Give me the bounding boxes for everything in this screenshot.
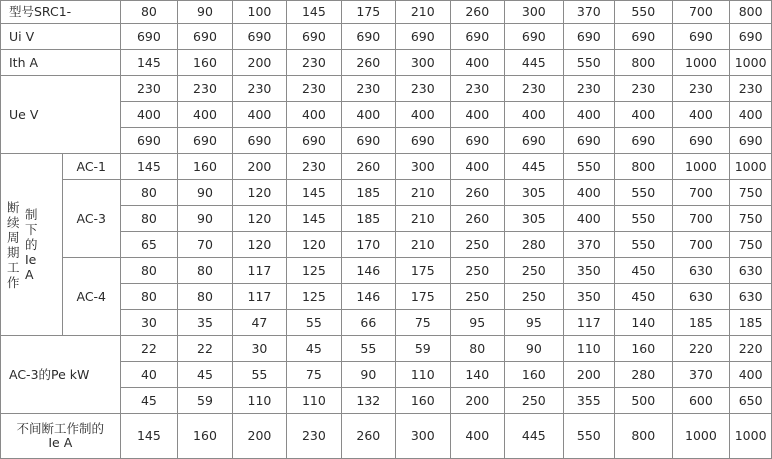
cell: 117 [563, 310, 614, 336]
cell: 355 [563, 388, 614, 414]
cell: 700 [672, 206, 730, 232]
cell: 260 [450, 206, 504, 232]
cell: 230 [287, 154, 341, 180]
cell: 210 [396, 206, 450, 232]
cell: 250 [504, 258, 563, 284]
cell: 110 [563, 336, 614, 362]
cell: 90 [504, 336, 563, 362]
cell: 260 [341, 414, 395, 459]
pe-label: AC-3的Pe kW [1, 336, 121, 414]
cell: 230 [178, 76, 232, 102]
ue-label: Ue V [1, 76, 121, 154]
cell: 1000 [730, 414, 772, 459]
cell: 400 [450, 102, 504, 128]
cell: 450 [614, 284, 672, 310]
cell: 690 [730, 128, 772, 154]
cell: 230 [232, 76, 286, 102]
cell: 800 [614, 154, 672, 180]
cell: 35 [178, 310, 232, 336]
cell: 230 [341, 76, 395, 102]
cell: 59 [178, 388, 232, 414]
cell: 300 [396, 50, 450, 76]
cell: 70 [178, 232, 232, 258]
cell: 400 [450, 414, 504, 459]
cell: 80 [120, 180, 178, 206]
cell: 170 [341, 232, 395, 258]
cell: 230 [450, 76, 504, 102]
continuous-cn-label: 不间断工作制的 [16, 421, 105, 436]
cell: 690 [396, 24, 450, 50]
ac4-label: AC-4 [62, 258, 120, 336]
ac3-label: AC-3 [62, 180, 120, 258]
cell: 750 [730, 232, 772, 258]
cell: 400 [563, 206, 614, 232]
cell: 690 [504, 24, 563, 50]
cell: 445 [504, 414, 563, 459]
cell: 230 [287, 414, 341, 459]
cell: 690 [614, 24, 672, 50]
cell: 370 [563, 1, 614, 24]
cell: 55 [232, 362, 286, 388]
cell: 370 [672, 362, 730, 388]
cell: 220 [672, 336, 730, 362]
cell: 90 [178, 1, 232, 24]
cell: 700 [672, 232, 730, 258]
cell: 66 [341, 310, 395, 336]
cell: 250 [450, 232, 504, 258]
cell: 630 [672, 284, 730, 310]
cell: 75 [396, 310, 450, 336]
cell: 800 [730, 1, 772, 24]
cell: 230 [563, 76, 614, 102]
cell: 120 [232, 180, 286, 206]
cell: 250 [450, 284, 504, 310]
cell: 400 [396, 102, 450, 128]
intermittent-cn-label: 断续周期工作 [7, 199, 20, 290]
cell: 550 [563, 154, 614, 180]
cell: 230 [614, 76, 672, 102]
cell: 260 [450, 180, 504, 206]
cell: 690 [287, 24, 341, 50]
cell: 200 [450, 388, 504, 414]
cell: 800 [614, 414, 672, 459]
cell: 400 [504, 102, 563, 128]
cell: 690 [563, 24, 614, 50]
cell: 230 [672, 76, 730, 102]
cell: 146 [341, 284, 395, 310]
cell: 160 [614, 336, 672, 362]
cell: 500 [614, 388, 672, 414]
ui-label: Ui V [1, 24, 121, 50]
cell: 30 [232, 336, 286, 362]
cell: 400 [730, 102, 772, 128]
cell: 45 [287, 336, 341, 362]
cell: 59 [396, 336, 450, 362]
cell: 280 [614, 362, 672, 388]
row-ue-1 [1, 76, 772, 102]
cell: 550 [614, 180, 672, 206]
cell: 185 [730, 310, 772, 336]
cell: 230 [730, 76, 772, 102]
cell: 690 [504, 128, 563, 154]
cell: 140 [450, 362, 504, 388]
cell: 175 [396, 284, 450, 310]
cell: 110 [396, 362, 450, 388]
cell: 95 [450, 310, 504, 336]
cell: 260 [341, 154, 395, 180]
cell: 690 [341, 128, 395, 154]
cell: 230 [287, 76, 341, 102]
cell: 400 [450, 50, 504, 76]
cell: 80 [120, 1, 178, 24]
continuous-unit-label: Ie A [48, 435, 73, 450]
model-label: 型号SRC1- [1, 1, 121, 24]
cell: 600 [672, 388, 730, 414]
cell: 80 [120, 258, 178, 284]
cell: 200 [563, 362, 614, 388]
cell: 160 [178, 414, 232, 459]
row-model [1, 1, 772, 24]
cell: 140 [614, 310, 672, 336]
cell: 690 [672, 128, 730, 154]
cell: 145 [287, 206, 341, 232]
cell: 400 [563, 180, 614, 206]
cell: 280 [504, 232, 563, 258]
cell: 200 [232, 50, 286, 76]
cell: 350 [563, 258, 614, 284]
cell: 300 [396, 414, 450, 459]
cell: 690 [120, 24, 178, 50]
row-ith [1, 50, 772, 76]
cell: 90 [178, 180, 232, 206]
cell: 450 [614, 258, 672, 284]
cell: 185 [341, 206, 395, 232]
cell: 690 [396, 128, 450, 154]
cell: 210 [396, 1, 450, 24]
cell: 690 [120, 128, 178, 154]
cell: 175 [396, 258, 450, 284]
cell: 700 [672, 180, 730, 206]
cell: 400 [178, 102, 232, 128]
cell: 370 [563, 232, 614, 258]
cell: 145 [120, 154, 178, 180]
cell: 250 [504, 388, 563, 414]
ith-label: Ith A [1, 50, 121, 76]
cell: 90 [341, 362, 395, 388]
cell: 445 [504, 154, 563, 180]
cell: 800 [614, 50, 672, 76]
cell: 22 [120, 336, 178, 362]
cell: 160 [396, 388, 450, 414]
cell: 185 [341, 180, 395, 206]
cell: 132 [341, 388, 395, 414]
cell: 55 [341, 336, 395, 362]
cell: 400 [450, 154, 504, 180]
cell: 400 [287, 102, 341, 128]
row-ui [1, 24, 772, 50]
cell: 250 [504, 284, 563, 310]
cell: 305 [504, 180, 563, 206]
cell: 750 [730, 206, 772, 232]
cell: 630 [730, 258, 772, 284]
cell: 230 [504, 76, 563, 102]
cell: 120 [232, 206, 286, 232]
cell: 630 [730, 284, 772, 310]
cell: 22 [178, 336, 232, 362]
cell: 160 [178, 50, 232, 76]
cell: 80 [178, 258, 232, 284]
cell: 690 [614, 128, 672, 154]
cell: 30 [120, 310, 178, 336]
cell: 690 [450, 128, 504, 154]
cell: 45 [178, 362, 232, 388]
cell: 690 [672, 24, 730, 50]
cell: 55 [287, 310, 341, 336]
cell: 260 [341, 50, 395, 76]
cell: 690 [178, 24, 232, 50]
ac1-label: AC-1 [62, 154, 120, 180]
cell: 445 [504, 50, 563, 76]
cell: 690 [178, 128, 232, 154]
row-ac1 [1, 154, 772, 180]
cell: 690 [563, 128, 614, 154]
cell: 65 [120, 232, 178, 258]
cell: 1000 [730, 50, 772, 76]
cell: 80 [120, 284, 178, 310]
cell: 145 [287, 1, 341, 24]
row-ac3-1 [1, 180, 772, 206]
cell: 650 [730, 388, 772, 414]
cell: 300 [396, 154, 450, 180]
cell: 125 [287, 284, 341, 310]
cell: 230 [120, 76, 178, 102]
cell: 120 [287, 232, 341, 258]
cell: 690 [232, 24, 286, 50]
cell: 160 [178, 154, 232, 180]
cell: 550 [563, 414, 614, 459]
ie-below-label: 制下的Ie A [25, 207, 38, 282]
cell: 1000 [672, 50, 730, 76]
cell: 90 [178, 206, 232, 232]
cell: 350 [563, 284, 614, 310]
cell: 117 [232, 258, 286, 284]
cell: 550 [614, 1, 672, 24]
cell: 400 [232, 102, 286, 128]
cell: 117 [232, 284, 286, 310]
cell: 95 [504, 310, 563, 336]
cell: 210 [396, 180, 450, 206]
cell: 230 [396, 76, 450, 102]
cell: 200 [232, 154, 286, 180]
cell: 1000 [730, 154, 772, 180]
continuous-label [1, 414, 121, 459]
cell: 300 [504, 1, 563, 24]
intermittent-label [1, 154, 63, 336]
cell: 75 [287, 362, 341, 388]
cell: 125 [287, 258, 341, 284]
cell: 550 [563, 50, 614, 76]
cell: 250 [450, 258, 504, 284]
cell: 700 [672, 1, 730, 24]
cell: 145 [120, 50, 178, 76]
cell: 400 [341, 102, 395, 128]
cell: 100 [232, 1, 286, 24]
cell: 120 [232, 232, 286, 258]
cell: 80 [178, 284, 232, 310]
cell: 400 [730, 362, 772, 388]
cell: 550 [614, 206, 672, 232]
cell: 1000 [672, 154, 730, 180]
cell: 1000 [672, 414, 730, 459]
cell: 145 [287, 180, 341, 206]
cell: 230 [287, 50, 341, 76]
cell: 220 [730, 336, 772, 362]
cell: 80 [120, 206, 178, 232]
cell: 146 [341, 258, 395, 284]
cell: 185 [672, 310, 730, 336]
cell: 110 [287, 388, 341, 414]
cell: 80 [450, 336, 504, 362]
cell: 690 [287, 128, 341, 154]
cell: 175 [341, 1, 395, 24]
row-continuous [1, 414, 772, 459]
cell: 400 [563, 102, 614, 128]
cell: 690 [450, 24, 504, 50]
cell: 400 [120, 102, 178, 128]
cell: 45 [120, 388, 178, 414]
cell: 630 [672, 258, 730, 284]
cell: 550 [614, 232, 672, 258]
cell: 110 [232, 388, 286, 414]
cell: 210 [396, 232, 450, 258]
cell: 145 [120, 414, 178, 459]
cell: 47 [232, 310, 286, 336]
cell: 260 [450, 1, 504, 24]
cell: 690 [232, 128, 286, 154]
cell: 690 [341, 24, 395, 50]
cell: 200 [232, 414, 286, 459]
cell: 40 [120, 362, 178, 388]
cell: 305 [504, 206, 563, 232]
cell: 160 [504, 362, 563, 388]
row-ac4-1 [1, 258, 772, 284]
cell: 400 [672, 102, 730, 128]
cell: 750 [730, 180, 772, 206]
cell: 690 [730, 24, 772, 50]
row-pe-1 [1, 336, 772, 362]
cell: 400 [614, 102, 672, 128]
